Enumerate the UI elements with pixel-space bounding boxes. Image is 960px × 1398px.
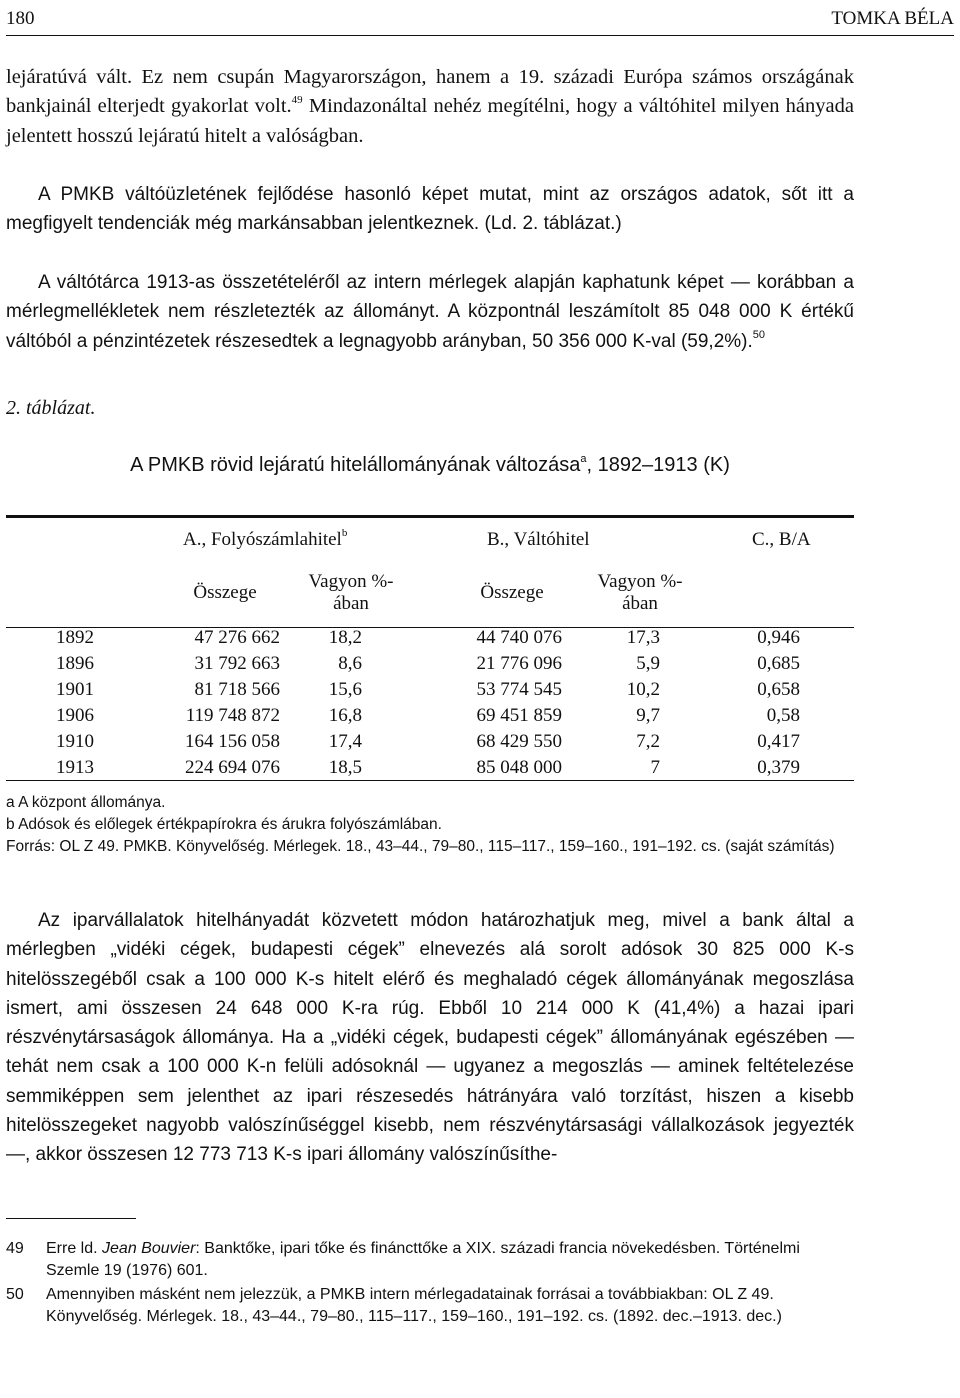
footnote-text-part: Amennyiben másként nem jelezzük, a PMKB intern mérlegadatainak forrásai a továbbiakban: OL Z 49. Könyvelőség. Mérlegek. 18., 43–44., 79–80., 115–117., 159–160., 191–192. cs. (1892. dec.–1913. dec.) <box>46 1286 782 1325</box>
table-notes <box>6 792 856 858</box>
cell-year: 1906 <box>56 705 94 726</box>
cell-b-share: 7 <box>650 757 660 778</box>
footnote-text-part: Erre ld. <box>46 1240 103 1257</box>
page-number: 180 <box>6 8 35 29</box>
table-title-main: A PMKB rövid lejáratú hitelállományának változása <box>130 454 581 476</box>
table-label: 2. táblázat. <box>6 397 96 419</box>
paragraph-2 <box>6 180 854 239</box>
cell-a-amount: 224 694 076 <box>185 757 280 778</box>
cell-a-share: 16,8 <box>328 705 362 726</box>
page-header <box>6 2 954 30</box>
cell-ratio: 0,58 <box>766 705 800 726</box>
table-title-note-mark: a <box>580 453 587 465</box>
table-note: Forrás: OL Z 49. PMKB. Könyvelőség. Mérlegek. 18., 43–44., 79–80., 115–117., 159–160., 191–192. cs. (saját számítás) <box>6 838 835 855</box>
footnote-text <box>46 1238 856 1282</box>
col-group-a <box>183 529 347 551</box>
col-a-share-header: Vagyon %-ában <box>308 571 394 614</box>
col-group-b: B., Váltóhitel <box>487 529 590 550</box>
col-b-amount-header: Összege <box>480 582 544 603</box>
cell-ratio: 0,417 <box>757 731 800 752</box>
paragraph-1 <box>6 63 854 151</box>
paragraph-4-text: Az iparvállalatok hitelhányadát közvetett módon határozhatjuk meg, mivel a bank által a mérlegben „vidéki cégek, budapesti cégek” elnevezés alá sorolt adósok 30 825 000 K-s hitelösszegéből csak a 100 000 K-s hitelt elérő és meghaladó cégek állományának megoszlása ismert, ami összesen 24 648 000 K-ra rúg. Ebből 10 214 000 K (41,4%) a hazai ipari részvénytársaságok állománya. Ha a „vidéki cégek, budapesti cégek” állományának egészében — tehát nem csak a 100 000 K-n felüli adósoknál — ugyanez a megoszlás — aminek feltételezése semmiképpen sem jelenthet az ipari részesedés hátrányára való torzítást, hiszen a kisebb hitelösszegeket nagyobb valószínűséggel kisebb, nem részvénytársasági vállalkozások jegyezték —, akkor összesen 12 773 713 K-s ipari állomány valószínűsíthe- <box>6 910 854 1166</box>
header-rule <box>6 35 954 36</box>
col-group-a-note-mark: b <box>341 527 348 539</box>
col-group-a-label: A., Folyószámlahitel <box>183 529 342 550</box>
cell-b-share: 5,9 <box>636 653 660 674</box>
cell-a-amount: 31 792 663 <box>194 653 280 674</box>
cell-a-share: 15,6 <box>328 679 362 700</box>
running-title: TOMKA BÉLA <box>831 8 954 29</box>
table-top-rule <box>6 515 854 518</box>
footnote-ref-50: 50 <box>752 328 766 341</box>
cell-a-amount: 119 748 872 <box>185 705 280 726</box>
table-note: b Adósok és előlegek értékpapírokra és árukra folyószámlában. <box>6 816 442 833</box>
cell-a-share: 18,2 <box>328 627 362 648</box>
cell-year: 1901 <box>56 679 94 700</box>
table-bottom-rule <box>6 780 854 781</box>
cell-ratio: 0,946 <box>757 627 800 648</box>
cell-b-amount: 85 048 000 <box>476 757 562 778</box>
footnote-number: 50 <box>6 1286 24 1303</box>
footnote-author: Jean Bouvier <box>102 1240 196 1257</box>
table-title-tail: , 1892–1913 (K) <box>586 454 730 476</box>
cell-b-amount: 53 774 545 <box>476 679 562 700</box>
cell-b-amount: 21 776 096 <box>476 653 562 674</box>
cell-ratio: 0,379 <box>757 757 800 778</box>
col-a-amount-header: Összege <box>193 582 257 603</box>
footnote-text-part: : Banktőke, ipari tőke és fináncttőke a XIX. századi francia növekedésben. Történelmi Szemle 19 (1976) 601. <box>46 1240 800 1279</box>
footnote-number: 49 <box>6 1240 24 1257</box>
footnote-50 <box>6 1284 856 1328</box>
paragraph-1-text-cont: Mindazonáltal nehéz megítélni, hogy a váltóhitel milyen hányada jelentett hosszú lejáratú hitelt a valóságban. <box>6 95 854 147</box>
cell-b-amount: 44 740 076 <box>476 627 562 648</box>
cell-ratio: 0,685 <box>757 653 800 674</box>
cell-a-share: 18,5 <box>328 757 362 778</box>
footnote-rule <box>6 1218 136 1219</box>
footnote-49 <box>6 1238 856 1282</box>
cell-b-share: 17,3 <box>626 627 660 648</box>
paragraph-4 <box>6 906 854 1170</box>
cell-b-amount: 69 451 859 <box>476 705 562 726</box>
paragraph-3-text: A váltótárca 1913-as összetételéről az intern mérlegek alapján kaphatunk képet — korábban a mérlegmellékletek nem részletezték az állományt. A központnál leszámítolt 85 048 000 K értékű váltóból a pénzintézetek részesedtek a legnagyobb arányban, 50 356 000 K-val (59,2%). <box>6 272 854 352</box>
cell-ratio: 0,658 <box>757 679 800 700</box>
cell-year: 1913 <box>56 757 94 778</box>
cell-a-amount: 164 156 058 <box>185 731 280 752</box>
table-note: a A központ állománya. <box>6 794 166 811</box>
table-title <box>0 454 860 477</box>
cell-b-share: 9,7 <box>636 705 660 726</box>
cell-a-share: 17,4 <box>328 731 362 752</box>
cell-year: 1896 <box>56 653 94 674</box>
footnote-ref-49: 49 <box>291 94 303 107</box>
cell-a-share: 8,6 <box>338 653 362 674</box>
paragraph-2-text: A PMKB váltóüzletének fejlődése hasonló képet mutat, mint az országos adatok, sőt itt a megfigyelt tendenciák még markánsabban jelentkeznek. (Ld. 2. táblázat.) <box>6 184 854 235</box>
cell-a-amount: 47 276 662 <box>194 627 280 648</box>
cell-a-amount: 81 718 566 <box>194 679 280 700</box>
cell-year: 1892 <box>56 627 94 648</box>
col-b-share-header: Vagyon %-ában <box>597 571 683 614</box>
cell-b-share: 10,2 <box>626 679 660 700</box>
col-group-c: C., B/A <box>752 529 811 550</box>
cell-b-share: 7,2 <box>636 731 660 752</box>
paragraph-3 <box>6 268 854 356</box>
cell-b-amount: 68 429 550 <box>476 731 562 752</box>
cell-year: 1910 <box>56 731 94 752</box>
paragraph-1-text: lejáratúvá vált. Ez nem csupán Magyarországon, hanem a 19. századi Európa számos országának bankjainál elterjedt gyakorlat volt. <box>6 66 854 118</box>
footnote-text <box>46 1284 856 1328</box>
